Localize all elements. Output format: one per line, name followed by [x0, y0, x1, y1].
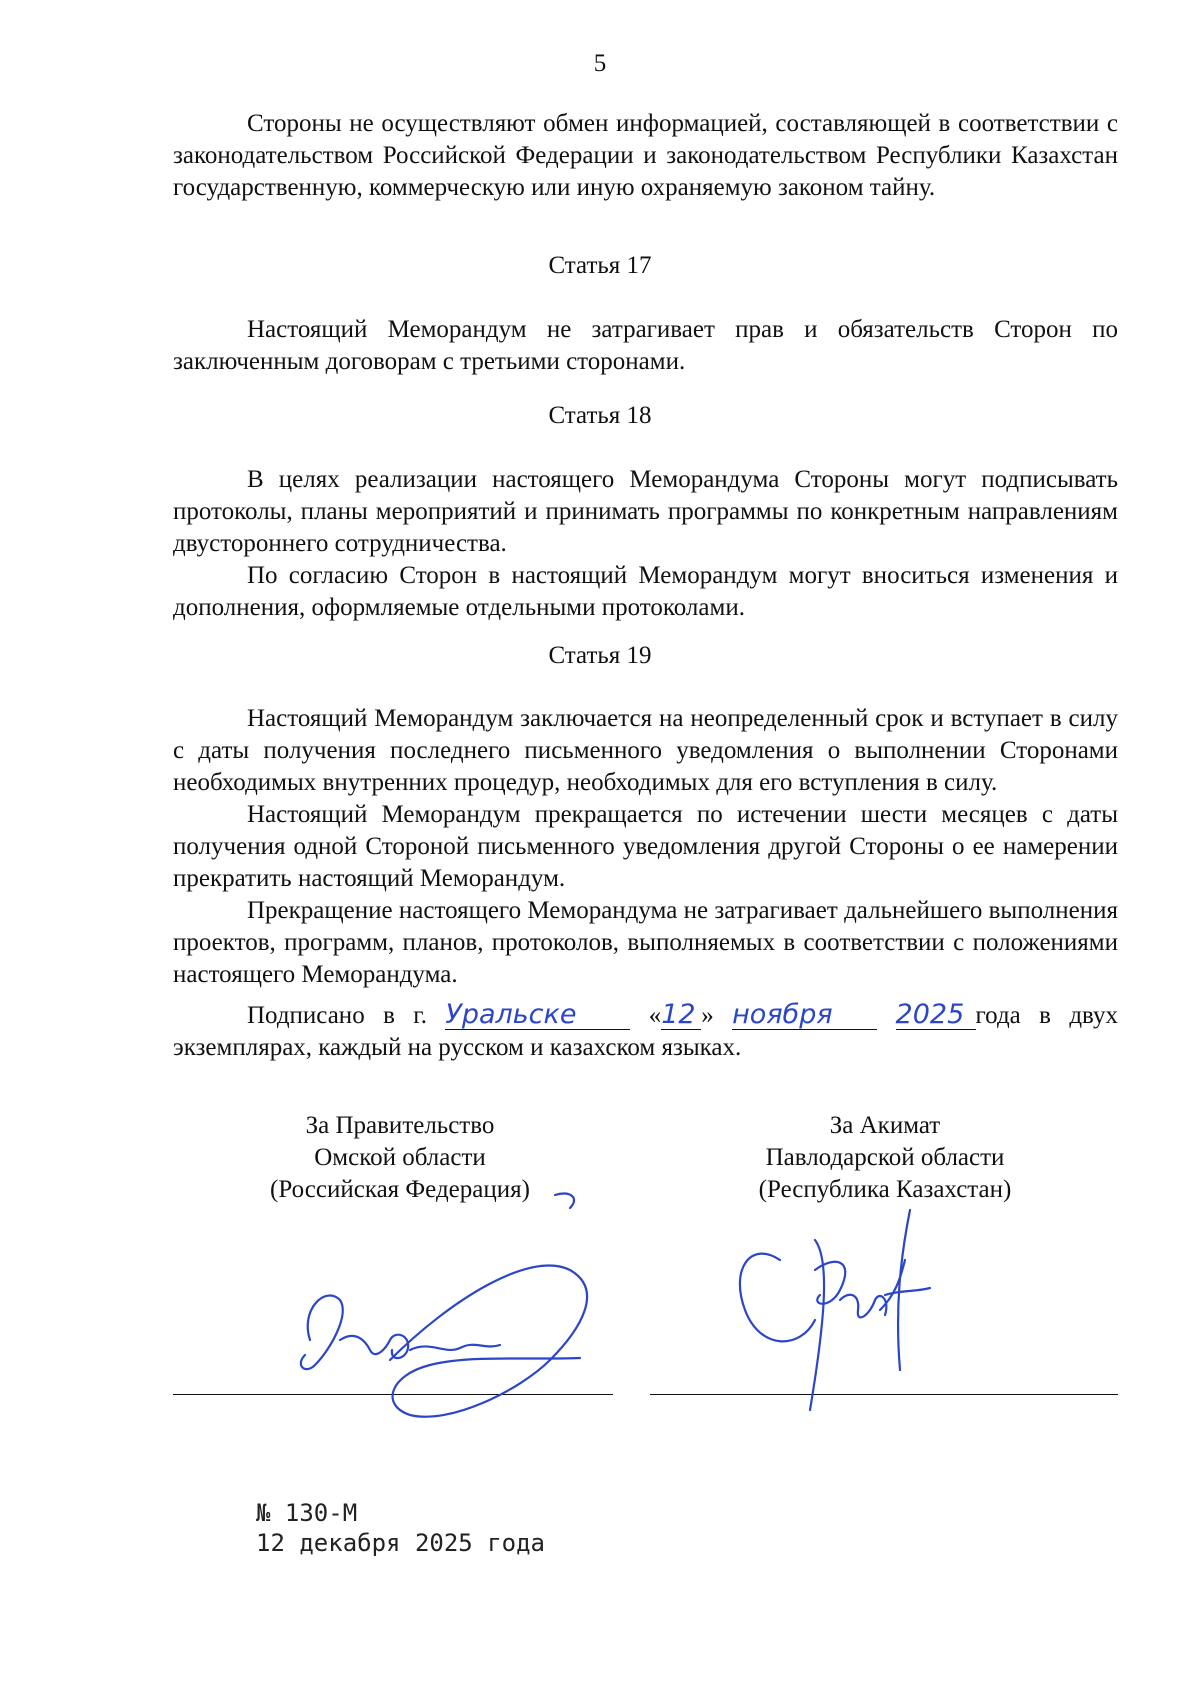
quote-close: »: [701, 1002, 714, 1029]
signing-year-group: [895, 999, 1119, 1030]
handwritten-month: ноября: [732, 1001, 877, 1030]
left-signatory-line-1: За Правительство: [305, 1112, 495, 1139]
intro-paragraph: Стороны не осуществляют обмен информацией, составляющей в соответствии с законодательством Российской Федерации и законодательством Республики Казахстан государственную, коммерческую или иную охраняемую законом тайну.: [173, 110, 1118, 201]
registration-number: № 130-М: [256, 1499, 358, 1527]
registration-date: 12 декабря 2025 года: [256, 1529, 545, 1557]
right-signatory-line-2: Павлодарской области: [765, 1144, 1005, 1171]
intro-paragraph-block: [173, 108, 1118, 204]
article-19-heading: Статья 19: [548, 642, 652, 669]
handwritten-year: 2025: [896, 1001, 976, 1030]
article-19-paragraph-1: Настоящий Меморандум заключается на неопределенный срок и вступает в силу с даты получения последнего письменного уведомления о выполнении Сторонами необходимых внутренних процедур, необходимых для его вступления в силу.: [173, 705, 1118, 796]
handwritten-city: Уральске: [445, 1001, 630, 1030]
article-19-paragraph-3: Прекращение настоящего Меморандума не затрагивает дальнейшего выполнения проектов, программ, планов, протоколов, выполняемых в соответствии с положениями настоящего Меморандума.: [173, 897, 1118, 988]
article-18-paragraph-2: По согласию Сторон в настоящий Меморандум могут вноситься изменения и дополнения, оформляемые отдельными протоколами.: [173, 562, 1118, 621]
article-17-heading: Статья 17: [548, 252, 652, 279]
article-19-paragraph-2: Настоящий Меморандум прекращается по истечении шести месяцев с даты получения одной Стороной письменного уведомления другой Стороны о ее намерении прекратить настоящий Меморандум.: [173, 801, 1118, 892]
article-19-body: [173, 703, 1118, 991]
left-signatory-block: [235, 1110, 565, 1206]
article-18-heading: Статья 18: [548, 402, 652, 429]
right-signature-line: [650, 1394, 1118, 1395]
quote-open: «: [648, 1002, 662, 1029]
article-18-body: [173, 464, 1118, 624]
right-signature-scribble: [720, 1200, 970, 1420]
left-signature-line: [173, 1394, 613, 1395]
article-18-paragraph-1: В целях реализации настоящего Меморандума Стороны могут подписывать протоколы, планы мероприятий и принимать программы по конкретным направлениям двустороннего сотрудничества.: [173, 466, 1118, 557]
handwritten-day: 12: [661, 1001, 701, 1030]
right-signatory-block: [715, 1110, 1055, 1206]
article-17-body: [173, 314, 1118, 378]
signing-prefix: Подписано в г.: [247, 1002, 427, 1029]
page-number: 5: [593, 50, 607, 77]
signing-line-2: экземплярах, каждый на русском и казахском языках.: [173, 1034, 742, 1061]
signing-line: [247, 1000, 1118, 1032]
article-17-paragraph-1: Настоящий Меморандум не затрагивает прав и обязательств Сторон по заключенным договорам с третьими сторонами.: [173, 316, 1118, 375]
right-signatory-line-1: За Акимат: [829, 1112, 941, 1139]
signing-suffix: года в двух: [975, 1002, 1119, 1029]
right-signatory-line-3: (Республика Казахстан): [758, 1176, 1012, 1203]
left-signatory-line-3: (Российская Федерация): [270, 1176, 530, 1203]
left-signatory-line-2: Омской области: [314, 1144, 486, 1171]
signing-date-group: [648, 999, 714, 1030]
